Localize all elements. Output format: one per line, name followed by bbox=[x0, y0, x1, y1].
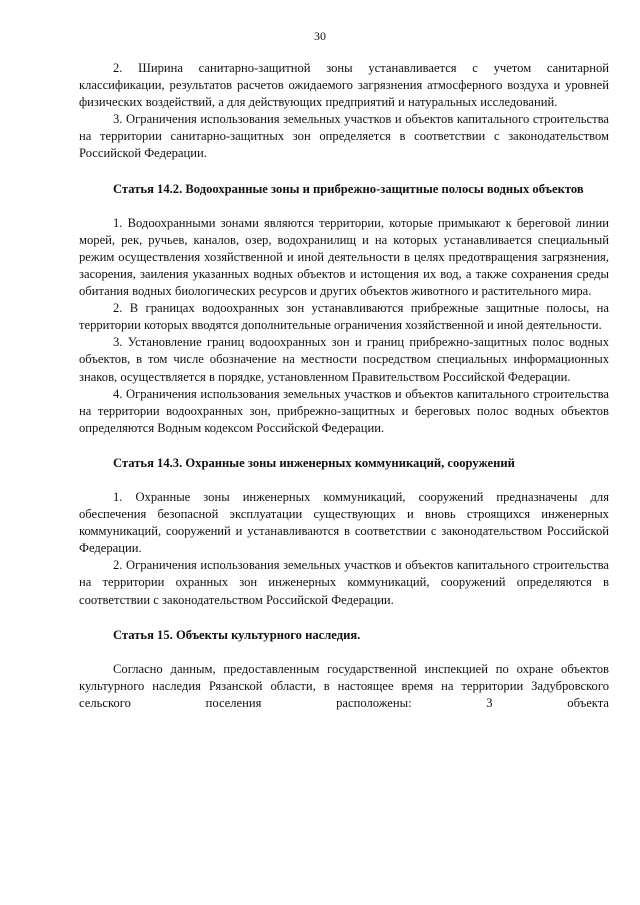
paragraph: 2. Ограничения использования земельных участков и объектов капитального строительства на территории охранных зон инженерных коммуникаций, сооружений определяются в соответствии с законодательством Российской Федерации. bbox=[79, 558, 609, 607]
paragraph: 2. Ширина санитарно-защитной зоны устанавливается с учетом санитарной классификации, результатов расчетов ожидаемого загрязнения атмосферного воздуха и уровней физических воздействий, а для действующих предприятий и натуральных исследований. bbox=[79, 61, 609, 110]
section-heading: Статья 15. Объекты культурного наследия. bbox=[113, 627, 361, 642]
paragraph: 1. Охранные зоны инженерных коммуникаций, сооружений предназначены для обеспечения безопасной эксплуатации существующих и вновь строящихся инженерных коммуникаций, сооружений и устанавливаются в соответствии с законодательством Российской Федерации. bbox=[79, 489, 609, 556]
paragraph: 1. Водоохранными зонами являются территории, которые примыкают к береговой линии морей, рек, ручьев, каналов, озер, водохранилищ и на которых устанавливается специальный режим осуществления хозяйственной и иной деятельности в целях предотвращения загрязнения, засорения, заиления указанных водных объектов и истощения их вод, а также сохранения среды обитания водных биологических ресурсов и других объектов животного и растительного мира. bbox=[79, 215, 609, 299]
paragraph: 3. Установление границ водоохранных зон и границ прибрежно-защитных полос водных объектов, в том числе обозначение на местности посредством специальных информационных знаков, осуществляется в порядке, установленном Правительством Российской Федерации. bbox=[79, 335, 609, 384]
paragraph: Согласно данным, предоставленным государственной инспекцией по охране объектов культурного наследия Рязанской области, в настоящее время на территории Задубровского сельского поселения расположены: 3 объекта bbox=[79, 661, 609, 710]
page-number: 30 bbox=[314, 29, 326, 43]
section-heading: Статья 14.2. Водоохранные зоны и прибрежно-защитные полосы водных объектов bbox=[113, 181, 584, 196]
paragraph: 2. В границах водоохранных зон устанавливаются прибрежные защитные полосы, на территории которых вводятся дополнительные ограничения хозяйственной и иной деятельности. bbox=[79, 301, 609, 333]
paragraph: 4. Ограничения использования земельных участков и объектов капитального строительства на территории водоохранных зон, прибрежно-защитных и береговых полос водных объектов определяются Водным кодексом Российской Федерации. bbox=[79, 386, 609, 435]
section-heading: Статья 14.3. Охранные зоны инженерных коммуникаций, сооружений bbox=[113, 455, 515, 470]
paragraph: 3. Ограничения использования земельных участков и объектов капитального строительства на территории санитарно-защитных зон определяется в соответствии с законодательством Российской Федерации. bbox=[79, 112, 609, 161]
document-body bbox=[79, 60, 609, 712]
